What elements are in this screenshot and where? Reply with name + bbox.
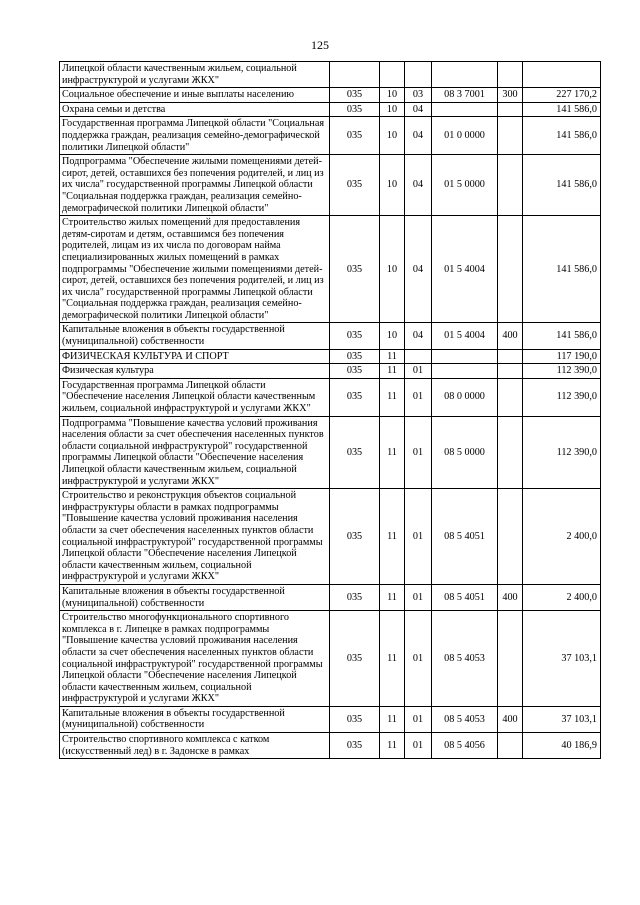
table-row [60, 611, 601, 707]
table-row [60, 416, 601, 489]
cell-amount: 112 390,0 [523, 416, 601, 489]
cell-name: Строительство и реконструкция объектов социальной инфраструктуры области в рамках подпрограммы "Повышение качества условий проживания населения области за счет обеспечения населенных пунктов области социальной инфраструктурой" государственной программы Липецкой области "Обеспечение населения Липецкой области качественным жильем, социальной инфраструктурой и услугами ЖКХ" [60, 489, 330, 585]
cell-amount: 141 586,0 [523, 102, 601, 117]
cell-expense-type [498, 155, 523, 216]
table-row [60, 733, 601, 759]
cell-target-article: 08 5 4051 [432, 489, 498, 585]
cell-admin-code [330, 62, 380, 88]
cell-admin-code: 035 [330, 706, 380, 732]
cell-target-article: 08 3 7001 [432, 88, 498, 103]
cell-amount: 40 186,9 [523, 733, 601, 759]
cell-subsection: 04 [405, 323, 432, 349]
cell-name: Капитальные вложения в объекты государственной (муниципальной) собственности [60, 584, 330, 610]
cell-target-article [432, 102, 498, 117]
cell-amount [523, 62, 601, 88]
cell-target-article: 08 5 4056 [432, 733, 498, 759]
table-row [60, 88, 601, 103]
cell-name: Государственная программа Липецкой области "Обеспечение населения Липецкой области качественным жильем, социальной инфраструктурой и услугами ЖКХ" [60, 378, 330, 416]
cell-target-article: 08 5 4053 [432, 611, 498, 707]
cell-name: Строительство многофункционального спортивного комплекса в г. Липецке в рамках подпрограммы "Повышение качества условий проживания населения области за счет обеспечения населенных пунктов области социальной инфраструктурой" государственной программы Липецкой области "Обеспечение населения Липецкой области качественным жильем, социальной инфраструктурой и услугами ЖКХ" [60, 611, 330, 707]
cell-name: Социальное обеспечение и иные выплаты населению [60, 88, 330, 103]
cell-name: Строительство жилых помещений для предоставления детям-сиротам и детям, оставшимся без попечения родителей, лицам из их числа по договорам найма специализированных жилых помещений в рамках подпрограммы "Обеспечение жилыми помещениями детей-сирот, детей, оставшихся без попечения родителей, и лиц из их числа" государственной программы Липецкой области "Социальная поддержка граждан, реализация семейно-демографической политики Липецкой области" [60, 216, 330, 323]
cell-admin-code: 035 [330, 611, 380, 707]
cell-name: Государственная программа Липецкой области "Социальная поддержка граждан, реализация семейно-демографической политики Липецкой области" [60, 117, 330, 155]
cell-subsection: 04 [405, 117, 432, 155]
cell-target-article: 01 5 4004 [432, 323, 498, 349]
cell-subsection: 01 [405, 364, 432, 379]
table-row [60, 364, 601, 379]
cell-name: Подпрограмма "Повышение качества условий проживания населения области за счет обеспечения населенных пунктов области социальной инфраструктурой" государственной программы Липецкой области "Обеспечение населения Липецкой области качественным жильем, социальной инфраструктурой и услугами ЖКХ" [60, 416, 330, 489]
cell-expense-type [498, 733, 523, 759]
cell-expense-type [498, 489, 523, 585]
cell-section: 10 [380, 323, 405, 349]
cell-expense-type [498, 364, 523, 379]
cell-subsection: 01 [405, 416, 432, 489]
cell-admin-code: 035 [330, 489, 380, 585]
cell-amount: 112 390,0 [523, 364, 601, 379]
table-row [60, 706, 601, 732]
cell-target-article: 08 5 4051 [432, 584, 498, 610]
cell-name: Капитальные вложения в объекты государственной (муниципальной) собственности [60, 706, 330, 732]
cell-subsection: 01 [405, 611, 432, 707]
cell-expense-type [498, 102, 523, 117]
cell-amount: 141 586,0 [523, 216, 601, 323]
cell-admin-code: 035 [330, 364, 380, 379]
cell-amount: 37 103,1 [523, 611, 601, 707]
cell-admin-code: 035 [330, 155, 380, 216]
cell-subsection: 01 [405, 378, 432, 416]
cell-section: 10 [380, 88, 405, 103]
cell-section: 11 [380, 364, 405, 379]
cell-amount: 2 400,0 [523, 489, 601, 585]
cell-admin-code: 035 [330, 216, 380, 323]
cell-target-article: 08 0 0000 [432, 378, 498, 416]
cell-section: 11 [380, 733, 405, 759]
cell-name: Строительство спортивного комплекса с катком (искусственный лед) в г. Задонске в рамках [60, 733, 330, 759]
cell-admin-code: 035 [330, 102, 380, 117]
cell-target-article: 01 5 0000 [432, 155, 498, 216]
cell-name: Подпрограмма "Обеспечение жилыми помещениями детей-сирот, детей, оставшихся без попечения родителей, и лиц из их числа" государственной программы Липецкой области "Социальная поддержка граждан, реализация семейно-демографической политики Липецкой области" [60, 155, 330, 216]
budget-table [59, 61, 601, 759]
table-row [60, 323, 601, 349]
cell-name: ФИЗИЧЕСКАЯ КУЛЬТУРА И СПОРТ [60, 349, 330, 364]
cell-admin-code: 035 [330, 117, 380, 155]
cell-subsection: 04 [405, 102, 432, 117]
cell-name: Охрана семьи и детства [60, 102, 330, 117]
cell-expense-type [498, 611, 523, 707]
table-body [60, 62, 601, 759]
cell-admin-code: 035 [330, 416, 380, 489]
cell-target-article: 08 5 4053 [432, 706, 498, 732]
cell-admin-code: 035 [330, 378, 380, 416]
table-row [60, 489, 601, 585]
cell-name: Капитальные вложения в объекты государственной (муниципальной) собственности [60, 323, 330, 349]
cell-section: 11 [380, 416, 405, 489]
cell-expense-type [498, 117, 523, 155]
cell-subsection: 04 [405, 216, 432, 323]
cell-subsection [405, 349, 432, 364]
cell-name: Физическая культура [60, 364, 330, 379]
cell-target-article [432, 349, 498, 364]
cell-expense-type [498, 416, 523, 489]
cell-section [380, 62, 405, 88]
table-row [60, 349, 601, 364]
cell-section: 10 [380, 155, 405, 216]
cell-expense-type: 400 [498, 584, 523, 610]
cell-section: 10 [380, 102, 405, 117]
cell-section: 11 [380, 489, 405, 585]
cell-section: 11 [380, 378, 405, 416]
cell-expense-type [498, 62, 523, 88]
cell-name: Липецкой области качественным жильем, социальной инфраструктурой и услугами ЖКХ" [60, 62, 330, 88]
cell-amount: 112 390,0 [523, 378, 601, 416]
cell-section: 10 [380, 117, 405, 155]
cell-section: 11 [380, 611, 405, 707]
table-row [60, 216, 601, 323]
cell-subsection: 01 [405, 706, 432, 732]
cell-subsection [405, 62, 432, 88]
cell-target-article: 08 5 0000 [432, 416, 498, 489]
table-row [60, 584, 601, 610]
cell-amount: 141 586,0 [523, 155, 601, 216]
table-row [60, 102, 601, 117]
cell-target-article [432, 364, 498, 379]
cell-subsection: 03 [405, 88, 432, 103]
cell-target-article: 01 0 0000 [432, 117, 498, 155]
cell-expense-type: 400 [498, 706, 523, 732]
cell-amount: 141 586,0 [523, 117, 601, 155]
cell-expense-type [498, 349, 523, 364]
cell-amount: 141 586,0 [523, 323, 601, 349]
cell-section: 11 [380, 584, 405, 610]
table-row [60, 378, 601, 416]
cell-target-article [432, 62, 498, 88]
table-row [60, 117, 601, 155]
table-row [60, 155, 601, 216]
cell-subsection: 01 [405, 489, 432, 585]
cell-target-article: 01 5 4004 [432, 216, 498, 323]
cell-expense-type: 400 [498, 323, 523, 349]
cell-subsection: 01 [405, 584, 432, 610]
cell-amount: 2 400,0 [523, 584, 601, 610]
cell-expense-type [498, 378, 523, 416]
cell-section: 11 [380, 349, 405, 364]
cell-section: 10 [380, 216, 405, 323]
cell-admin-code: 035 [330, 733, 380, 759]
cell-section: 11 [380, 706, 405, 732]
cell-admin-code: 035 [330, 323, 380, 349]
page-number: 125 [311, 38, 329, 52]
cell-admin-code: 035 [330, 349, 380, 364]
cell-subsection: 01 [405, 733, 432, 759]
cell-amount: 37 103,1 [523, 706, 601, 732]
cell-expense-type [498, 216, 523, 323]
cell-expense-type: 300 [498, 88, 523, 103]
cell-amount: 117 190,0 [523, 349, 601, 364]
cell-amount: 227 170,2 [523, 88, 601, 103]
cell-subsection: 04 [405, 155, 432, 216]
cell-admin-code: 035 [330, 88, 380, 103]
table-row [60, 62, 601, 88]
cell-admin-code: 035 [330, 584, 380, 610]
